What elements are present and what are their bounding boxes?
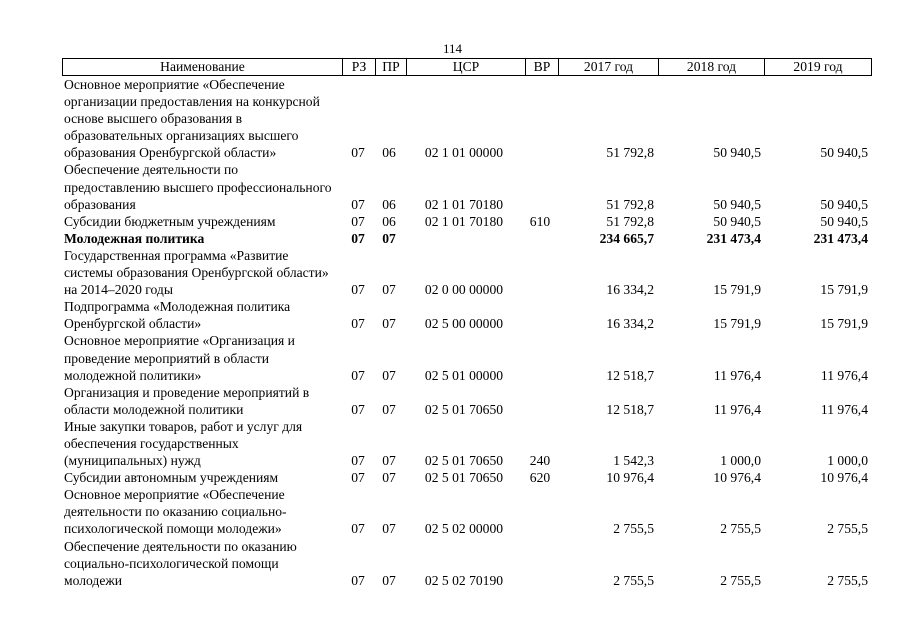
row-y2018: 50 940,5 bbox=[713, 213, 761, 229]
row-y2018: 11 976,4 bbox=[713, 401, 761, 417]
row-y2017: 234 665,7 bbox=[599, 230, 654, 246]
row-name: Организация и проведение мероприятий в области молодежной политики bbox=[64, 384, 310, 417]
row-y2018: 15 791,9 bbox=[713, 316, 761, 332]
row-pr: 07 bbox=[382, 572, 396, 588]
table-row bbox=[62, 247, 872, 298]
table-row bbox=[62, 213, 872, 230]
header-name: Наименование bbox=[160, 59, 245, 74]
row-vr: 620 bbox=[529, 470, 551, 486]
row-csr: 02 5 01 00000 bbox=[424, 367, 504, 383]
table-row bbox=[62, 469, 872, 486]
row-y2017: 12 518,7 bbox=[606, 367, 654, 383]
row-y2019: 50 940,5 bbox=[820, 196, 868, 212]
row-name: Обеспечение деятельности по предоставлению высшего профессионального образования bbox=[64, 162, 332, 212]
row-name: Государственная программа «Развитие системы образования Оренбургской области» на 2014–2020 годы bbox=[64, 247, 329, 298]
row-y2018: 10 976,4 bbox=[713, 470, 761, 486]
row-pr: 07 bbox=[382, 316, 396, 332]
row-rz: 07 bbox=[351, 282, 365, 298]
row-name: Обеспечение деятельности по оказанию социально-психологической помощи молодежи bbox=[64, 538, 297, 588]
row-y2018: 231 473,4 bbox=[706, 230, 761, 246]
row-pr: 06 bbox=[382, 196, 396, 212]
row-y2019: 11 976,4 bbox=[820, 401, 868, 417]
row-pr: 06 bbox=[382, 213, 396, 229]
row-y2018: 2 755,5 bbox=[720, 572, 761, 588]
row-csr: 02 5 02 70190 bbox=[424, 572, 504, 588]
row-y2017: 16 334,2 bbox=[606, 282, 654, 298]
row-rz: 07 bbox=[351, 196, 365, 212]
row-name: Основное мероприятие «Организация и проведение мероприятий в области молодежной политики» bbox=[64, 333, 295, 383]
row-y2018: 1 000,0 bbox=[720, 453, 761, 469]
table-row bbox=[62, 332, 872, 383]
row-y2017: 51 792,8 bbox=[606, 196, 654, 212]
budget-table bbox=[62, 58, 872, 589]
row-name: Молодежная политика bbox=[64, 230, 205, 246]
row-pr: 07 bbox=[382, 470, 396, 486]
header-csr: ЦСР bbox=[406, 59, 525, 75]
header-2018: 2018 год bbox=[658, 59, 764, 75]
row-csr: 02 5 00 00000 bbox=[424, 316, 504, 332]
row-csr: 02 5 01 70650 bbox=[424, 453, 504, 469]
page-number: 114 bbox=[442, 41, 463, 56]
row-pr: 07 bbox=[382, 367, 396, 383]
header-pr: ПР bbox=[375, 59, 406, 75]
row-pr: 07 bbox=[382, 282, 396, 298]
row-vr: 240 bbox=[529, 453, 551, 469]
row-y2018: 50 940,5 bbox=[713, 196, 761, 212]
row-y2019: 231 473,4 bbox=[813, 230, 868, 246]
table-row bbox=[62, 384, 872, 418]
row-name: Подпрограмма «Молодежная политика Оренбургской области» bbox=[64, 299, 291, 332]
row-y2017: 2 755,5 bbox=[613, 521, 654, 537]
row-rz: 07 bbox=[351, 401, 365, 417]
row-rz: 07 bbox=[351, 572, 365, 588]
row-name: Субсидии автономным учреждениям bbox=[64, 470, 279, 486]
row-pr: 07 bbox=[382, 453, 396, 469]
row-y2017: 51 792,8 bbox=[606, 213, 654, 229]
row-rz: 07 bbox=[351, 316, 365, 332]
row-y2019: 2 755,5 bbox=[827, 521, 868, 537]
row-y2019: 2 755,5 bbox=[827, 572, 868, 588]
row-name: Основное мероприятие «Обеспечение деятельности по оказанию социально-психологической помощи молодежи» bbox=[64, 487, 287, 537]
row-csr: 02 1 01 70180 bbox=[424, 213, 504, 229]
row-csr: 02 1 01 00000 bbox=[424, 145, 504, 161]
table-row bbox=[62, 486, 872, 537]
table-body bbox=[62, 76, 872, 589]
table-row bbox=[62, 230, 872, 247]
header-rz: РЗ bbox=[342, 59, 375, 75]
row-y2017: 2 755,5 bbox=[613, 572, 654, 588]
row-vr: 610 bbox=[529, 213, 551, 229]
header-vr: ВР bbox=[525, 59, 558, 75]
row-y2018: 15 791,9 bbox=[713, 282, 761, 298]
row-rz: 07 bbox=[351, 521, 365, 537]
row-y2019: 11 976,4 bbox=[820, 367, 868, 383]
row-rz: 07 bbox=[351, 230, 365, 246]
row-rz: 07 bbox=[351, 367, 365, 383]
row-y2018: 11 976,4 bbox=[713, 367, 761, 383]
row-y2019: 50 940,5 bbox=[820, 145, 868, 161]
row-y2019: 15 791,9 bbox=[820, 316, 868, 332]
row-csr: 02 5 01 70650 bbox=[424, 401, 504, 417]
table-row bbox=[62, 298, 872, 332]
header-2019: 2019 год bbox=[764, 59, 871, 75]
row-name: Основное мероприятие «Обеспечение организации предоставления на конкурсной основе высшего образования в образовательных организациях высшего образования Оренбургской области» bbox=[64, 77, 320, 161]
row-csr: 02 0 00 00000 bbox=[424, 282, 504, 298]
row-y2019: 15 791,9 bbox=[820, 282, 868, 298]
table-row bbox=[62, 76, 872, 161]
row-csr: 02 5 02 00000 bbox=[424, 521, 504, 537]
row-pr: 07 bbox=[382, 401, 396, 417]
row-y2018: 50 940,5 bbox=[713, 145, 761, 161]
table-row bbox=[62, 418, 872, 469]
row-name: Субсидии бюджетным учреждениям bbox=[64, 213, 276, 229]
row-y2019: 1 000,0 bbox=[827, 453, 868, 469]
table-row bbox=[62, 161, 872, 212]
row-pr: 07 bbox=[382, 521, 396, 537]
row-y2017: 51 792,8 bbox=[606, 145, 654, 161]
row-name: Иные закупки товаров, работ и услуг для обеспечения государственных (муниципальных) нужд bbox=[64, 418, 303, 469]
header-2017: 2017 год bbox=[558, 59, 658, 75]
row-pr: 07 bbox=[382, 230, 396, 246]
row-y2017: 12 518,7 bbox=[606, 401, 654, 417]
table-row bbox=[62, 538, 872, 589]
row-rz: 07 bbox=[351, 453, 365, 469]
row-rz: 07 bbox=[351, 470, 365, 486]
table-header bbox=[62, 58, 872, 76]
row-y2018: 2 755,5 bbox=[720, 521, 761, 537]
row-pr: 06 bbox=[382, 145, 396, 161]
row-y2017: 10 976,4 bbox=[606, 470, 654, 486]
row-y2019: 50 940,5 bbox=[820, 213, 868, 229]
row-rz: 07 bbox=[351, 145, 365, 161]
row-csr: 02 5 01 70650 bbox=[424, 470, 504, 486]
row-y2017: 1 542,3 bbox=[613, 453, 654, 469]
row-y2017: 16 334,2 bbox=[606, 316, 654, 332]
row-rz: 07 bbox=[351, 213, 365, 229]
row-csr: 02 1 01 70180 bbox=[424, 196, 504, 212]
row-y2019: 10 976,4 bbox=[820, 470, 868, 486]
